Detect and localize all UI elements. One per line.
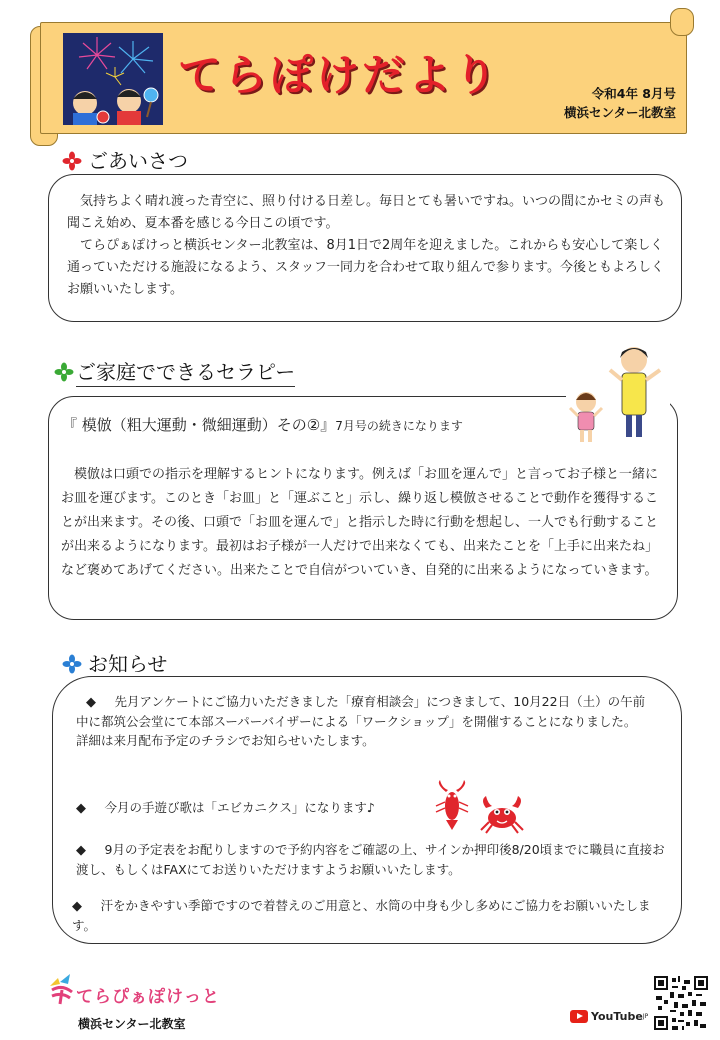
notices-heading (62, 648, 167, 679)
notice-text: 先月アンケートにご協力いただきました「療育相談会」につきまして、10月22日（土）の午前中に都筑公会堂にて本部スーパーバイザーによる「ワークショップ」を開催することになりました。詳細は来月配布予定のチラシでお知らせいたします。 (76, 694, 646, 748)
bullet-diamond: ◆ (86, 695, 96, 710)
bullet-diamond: ◆ (76, 843, 86, 858)
issue-info (564, 84, 676, 122)
footer-office-name: 横浜センター北教室 (78, 1017, 186, 1031)
crab-icon (478, 794, 526, 834)
newsletter-title: てらぽけだより (178, 51, 500, 101)
youtube-label: YouTube (591, 1010, 643, 1023)
brand-name: てらぴぁぽけっと (76, 987, 220, 1007)
youtube-region: JP (642, 1013, 649, 1020)
mother-child-illustration (566, 340, 670, 446)
issue-date: 令和4年 8月号 (591, 86, 676, 101)
notice-item (76, 798, 436, 818)
therapy-subtitle-text: 『 模倣（粗大運動・微細運動）その②』 (62, 416, 336, 434)
therapy-subtitle (62, 414, 463, 435)
notice-item (72, 896, 652, 935)
notice-text: 9月の予定表をお配りしますので予約内容をご確認の上、サインか押印後8/20頃までに職員に直接お渡し、もしくはFAXにてお送りいただけますようお願いいたします。 (76, 842, 665, 877)
therapy-heading (54, 356, 295, 387)
scroll-right-roll (670, 8, 694, 36)
greeting-paragraph: 気持ちよく晴れ渡った青空に、照り付ける日差し。毎日とても暑いですね。いつの間にかセミの声も聞こえ始め、夏本番を感じる今日この頃です。 (67, 194, 666, 231)
green-flower-icon (54, 362, 74, 382)
lobster-icon (432, 780, 472, 832)
qr-code-icon[interactable] (654, 976, 708, 1030)
notice-text: 汗をかきやすい季節ですので着替えのご用意と、水筒の中身も少し多めにご協力をお願いいたします。 (72, 898, 651, 933)
bullet-diamond: ◆ (72, 899, 82, 914)
therapy-heading-text: ご家庭でできるセラピー (76, 356, 295, 387)
greeting-heading (62, 145, 188, 176)
notice-item (76, 840, 668, 879)
therapy-subtitle-note: 7月号の続きになります (335, 419, 463, 433)
greeting-heading-text: ごあいさつ (88, 145, 188, 176)
fireworks-kids-illustration (63, 33, 163, 125)
office-name: 横浜センター北教室 (563, 105, 676, 120)
red-flower-icon (62, 151, 82, 171)
notice-item (76, 692, 646, 750)
youtube-link[interactable] (570, 1010, 648, 1023)
youtube-play-icon (570, 1010, 588, 1023)
greeting-box (48, 174, 682, 322)
notice-text: 今月の手遊び歌は「エビカニクス」になります♪ (92, 800, 375, 815)
notices-heading-text: お知らせ (88, 648, 167, 679)
greeting-body (67, 191, 667, 301)
bullet-diamond: ◆ (76, 801, 86, 816)
blue-flower-icon (62, 654, 82, 674)
greeting-paragraph: てらぴぁぽけっと横浜センター北教室は、8月1日で2周年を迎えました。これからも安心して楽しく通っていただける施設になるよう、スタッフ一同力を合わせて取り組んで参ります。今後ともよろしくお願いいたします。 (67, 238, 664, 297)
therapy-body: 模倣は口頭での指示を理解するヒントになります。例えば「お皿を運んで」と言ってお子様と一緒にお皿を運びます。このとき「お皿」と「運ぶこと」示し、繰り返し模倣させることで動作を獲得することが出来ます。その後、口頭で「お皿を運んで」と指示した時に行動を想起し、一人でも行動することが出来るようになります。最初はお子様が一人だけで出来なくても、出来たことを「上手に出来たね」など褒めてあげてください。出来たことで自信がついていき、自発的に出来るようになっていきます。 (61, 467, 658, 578)
logo-mark-icon (46, 972, 76, 1006)
